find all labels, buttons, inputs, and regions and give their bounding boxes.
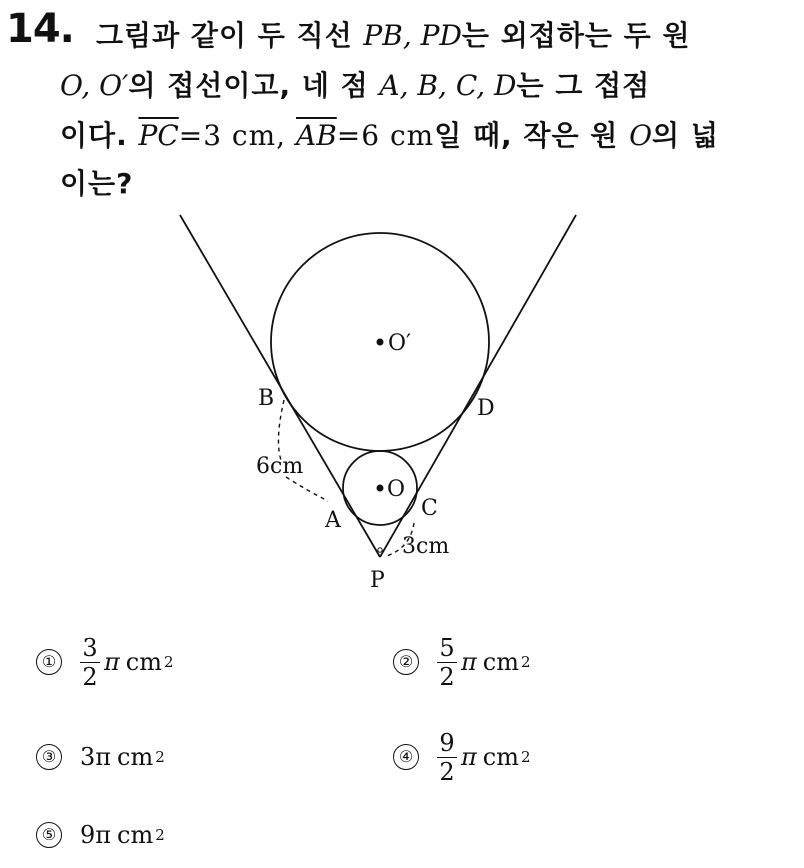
question-text: 는 외접하는 두 원: [461, 19, 691, 52]
segment-pc-value: =3 cm: [178, 119, 277, 152]
exponent: 2: [155, 826, 165, 844]
choice-1-mark: ①: [36, 649, 62, 675]
question-text: 의 접선이고, 네 점: [128, 69, 380, 102]
label-b: B: [258, 386, 275, 411]
choice-4[interactable]: [393, 727, 531, 787]
unit: cm: [117, 821, 154, 849]
label-o-prime: O′: [388, 331, 412, 356]
pi-symbol: π: [461, 743, 477, 771]
denominator: 2: [82, 662, 98, 691]
exponent: 2: [520, 653, 531, 671]
label-p: P: [370, 568, 385, 593]
center-dot-o: [377, 485, 384, 492]
circle-o-name: O: [629, 119, 653, 152]
coefficient: 3π: [80, 743, 112, 771]
choice-5-mark: ⑤: [36, 822, 62, 848]
question-line-2: [60, 64, 650, 104]
numerator: 5: [439, 633, 455, 662]
comma: ,: [276, 119, 296, 152]
question-text: 이다.: [60, 119, 139, 152]
numerator: 3: [82, 633, 98, 662]
choice-5[interactable]: [36, 805, 165, 865]
coefficient: 9π: [80, 821, 112, 849]
label-6cm: 6cm: [256, 454, 304, 479]
choice-1[interactable]: [36, 632, 174, 692]
line-pb: PB: [363, 19, 403, 52]
question-line-1: [96, 14, 691, 54]
question-line-4: 이는?: [60, 167, 134, 200]
question-text: 일 때, 작은 원: [434, 119, 630, 152]
circle-o-name: O: [60, 69, 82, 102]
question-text: 그림과 같이 두 직선: [96, 19, 364, 52]
segment-ab: $\overline{AB}$: [295, 119, 337, 152]
unit: cm: [125, 648, 162, 676]
choice-4-fraction: [437, 729, 457, 786]
center-dot-o-prime: [377, 339, 384, 346]
choice-2-fraction: [437, 634, 457, 691]
tangent-line-right: [380, 215, 576, 557]
choice-1-fraction: [80, 634, 100, 691]
choice-2-mark: ②: [393, 649, 419, 675]
line-pd: PD: [420, 19, 462, 52]
exponent: 2: [155, 748, 165, 766]
question-text: 는 그 접점: [516, 69, 651, 102]
tangent-points: A, B, C, D: [379, 69, 517, 102]
angle-mark: [378, 548, 382, 552]
pi-symbol: π: [104, 648, 120, 676]
question-number: 14.: [6, 6, 74, 52]
segment-ab-value: =6 cm: [336, 119, 435, 152]
denominator: 2: [439, 662, 455, 691]
unit: cm: [117, 743, 154, 771]
choice-3-mark: ③: [36, 744, 62, 770]
arc-6cm-lower: [286, 477, 328, 501]
choice-2[interactable]: [393, 632, 531, 692]
label-d: D: [477, 396, 495, 421]
segment-pc: $\overline{PC}$: [138, 119, 179, 152]
question-text: 의 넓: [652, 119, 719, 152]
exponent: 2: [520, 748, 531, 766]
comma: ,: [402, 19, 421, 52]
label-a: A: [325, 508, 341, 533]
denominator: 2: [439, 757, 455, 786]
pi-symbol: π: [461, 648, 477, 676]
question-line-3: [60, 114, 719, 154]
label-o: O: [387, 477, 406, 502]
label-c: C: [421, 496, 438, 521]
label-3cm: 3cm: [402, 534, 450, 559]
exponent: 2: [163, 653, 174, 671]
comma: ,: [81, 69, 100, 102]
unit: cm: [482, 648, 519, 676]
choice-4-mark: ④: [393, 744, 419, 770]
circle-o-prime-name: O′: [99, 69, 129, 102]
unit: cm: [482, 743, 519, 771]
numerator: 9: [439, 728, 455, 757]
geometry-figure: [170, 205, 590, 600]
choice-3[interactable]: [36, 727, 165, 787]
